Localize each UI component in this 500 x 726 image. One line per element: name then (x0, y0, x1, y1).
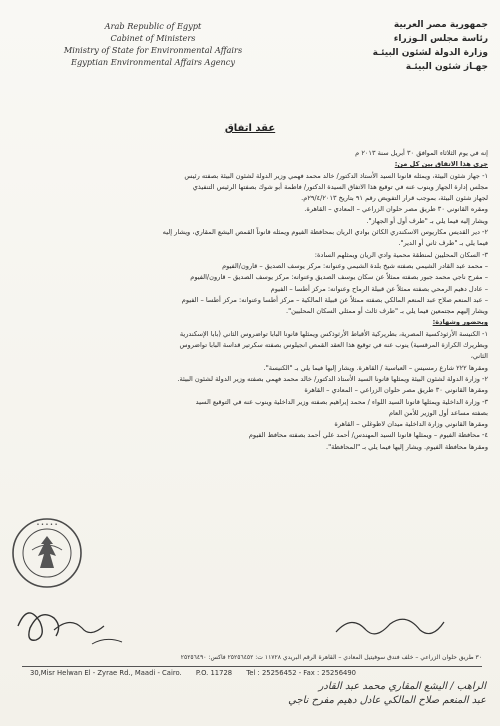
body-line: ومقرها القانوني وزارة الداخلية ميدان لاظوغلي – القاهرة (334, 420, 488, 429)
body-line: – مفرح ناجي محمد جبور بصفته ممثلاً عن سكان يوسف الصديق وعنوانه: مركز يوسف الصديق – قارون/الفيوم (190, 273, 488, 282)
handwritten-signature (330, 610, 450, 646)
letterhead-line: وزارة الدولة لشئون البيئـة (372, 48, 488, 58)
body-line: ٣- وزارة الداخلية ويمثلها قانونا السيد اللواء / محمد إبراهيم بصفته وزير الداخلية وينوب عنه في التوقيع السيد (195, 397, 488, 406)
body-line: لجهاز شئون البيئة، بموجب قرار التفويض رقم ٩١ بتاريخ ٢٩/٤/٢٠١٣م. (301, 194, 488, 203)
body-line: ١- الكنيسة الأرثوذكسية المصرية، بطريركية الأقباط الأرثوذكس ويمثلها قانونا البابا تواضروس الثاني (بابا الإسكندرية (179, 329, 488, 338)
letterhead-english (58, 20, 248, 68)
section-heading: جرى هذا الاتفاق بين كل من: (394, 160, 488, 169)
agreement-body (18, 148, 488, 453)
body-line: ٤- محافظة الفيوم – ويمثلها قانونا السيد المهندس/ أحمد علي أحمد بصفته محافظ الفيوم (248, 431, 488, 440)
body-line: ويشار إليه فيما يلي بـ "طرف أول أو الجهاز". (366, 216, 488, 225)
body-line: – عادل دهيم الرمحي بصفته ممثلاً عن قبيلة الرماح وعنوانه: مركز أطسا – الفيوم (270, 284, 488, 293)
letterhead-line: Cabinet of Ministers (110, 33, 196, 43)
letterhead-line: جهـاز شئون البيئـة (405, 62, 488, 72)
footer-po-box: P.O. 11728 (195, 669, 233, 677)
footer-street: 30,Misr Helwan El - Zyrae Rd., Maadi - Cairo. (30, 669, 182, 677)
body-line: وبطريرك الكرازة المرقسية) ينوب عنه في توقيع هذا العقد القمص انجيلوس بصفته سكرتير قداسة البابا تواضروس (179, 341, 488, 350)
document-title: عقد اتفاق (224, 123, 276, 134)
body-line: مجلس إدارة الجهاز وينوب عنه في توقيع هذا الاتفاق السيدة الدكتور/ فاطمة أبو شوك بصفتها الرئيس التنفيذي (192, 182, 488, 191)
handwritten-signature (10, 596, 130, 652)
body-line: – عبد المنعم صلاح عبد المنعم المالكي بصفته ممثلاً عن قبيلة المالكية – مركز أطسا وعنوانه: مركز أطسا – الفيوم (181, 295, 488, 304)
body-line: – محمد عبد القادر الشيمي بصفته شيخ بلدة الشيمي وعنوانه: مركز يوسف الصديق – قارون/الفيوم (222, 261, 488, 270)
section-heading: وبحضور وشهادة: (432, 318, 488, 327)
letterhead-line: جمهورية مصر العربية (393, 20, 488, 30)
letterhead-line: Egyptian Environmental Affairs Agency (70, 57, 236, 67)
body-line: ٢- دير القديس مكاريوس الاسكندري الكائن بوادي الريان بمحافظة الفيوم ويمثله قانوناً القمص اليشع المقاري، ويشار إليه (162, 228, 488, 237)
signature-line: عبد المنعم صلاح المالكي عادل دهيم مفرح ناجي (288, 695, 486, 706)
footer-address-english (30, 669, 480, 677)
body-line: بصفته مساعد أول الوزير للأمن العام (388, 408, 488, 417)
body-line: ٣- السكان المحليين لمنطقة محمية وادي الريان ويمثلهم السادة: (314, 250, 488, 259)
letterhead-line: رئاسة مجلس الـوزراء (393, 34, 488, 44)
body-line: الثاني، (470, 352, 488, 361)
letterhead-line: Arab Republic of Egypt (104, 21, 202, 31)
official-seal-stamp (10, 516, 84, 590)
body-line: ومقرها القانوني ٣٠ طريق مصر حلوان الزراعي – المعادي – القاهرة (304, 386, 488, 395)
body-line: ومقرها ٢٢٢ شارع رمسيس – العباسية / القاهرة. ويشار إليها فيما يلي بـ "الكنيسة". (263, 363, 488, 372)
letterhead-arabic (338, 18, 488, 74)
signature-line: الراهب / اليشع المقاري محمد عبد القادر (318, 681, 486, 692)
body-line: ومقره القانوني ٣٠ طريق مصر حلوان الزراعي – المعادي – القاهرة. (304, 205, 488, 214)
svg-text:• • • • •: • • • • • (36, 522, 58, 528)
footer-address-arabic: ٣٠ طريق حلوان الزراعي – خلف فندق سوفيتيل المعادي – القاهرة الرقم البريدي ١١٧٢٨ ت: ٢٥٢٥٦٤٥٢ فاكس: ٢٥٢٥٦٤٩٠ (180, 654, 482, 661)
body-line: ومقرها محافظة الفيوم. ويشار إليها فيما يلي بـ "المحافظة". (326, 442, 488, 451)
footer-phone-fax: Tel : 25256452 - Fax : 25256490 (246, 669, 356, 677)
body-line: فيما يلي بـ "طرف ثاني أو الدير". (398, 239, 488, 248)
footer-divider (22, 666, 482, 667)
body-line: إنه في يوم الثلاثاء الموافق ٣٠ أبريل سنة ٢٠١٣ م (355, 149, 488, 157)
body-line: ١- جهاز شئون البيئة، ويمثله قانونا السيد الأستاذ الدكتور/ خالد محمد فهمي وزير الدولة لشئون البيئة بصفته رئيس (184, 171, 488, 180)
body-line: ويشار إليهم مجتمعين فيما يلي بـ "طرف ثالث أو ممثلي السكان المحليين". (286, 307, 488, 316)
body-line: ٢- وزارة الدولة لشئون البيئة ويمثلها قانونا السيد الأستاذ الدكتور/ خالد محمد فهمي بصفته وزير الدولة لشئون البيئة. (177, 374, 488, 383)
letterhead-line: Ministry of State for Environmental Affairs (63, 45, 243, 55)
signatures-block (26, 680, 486, 708)
